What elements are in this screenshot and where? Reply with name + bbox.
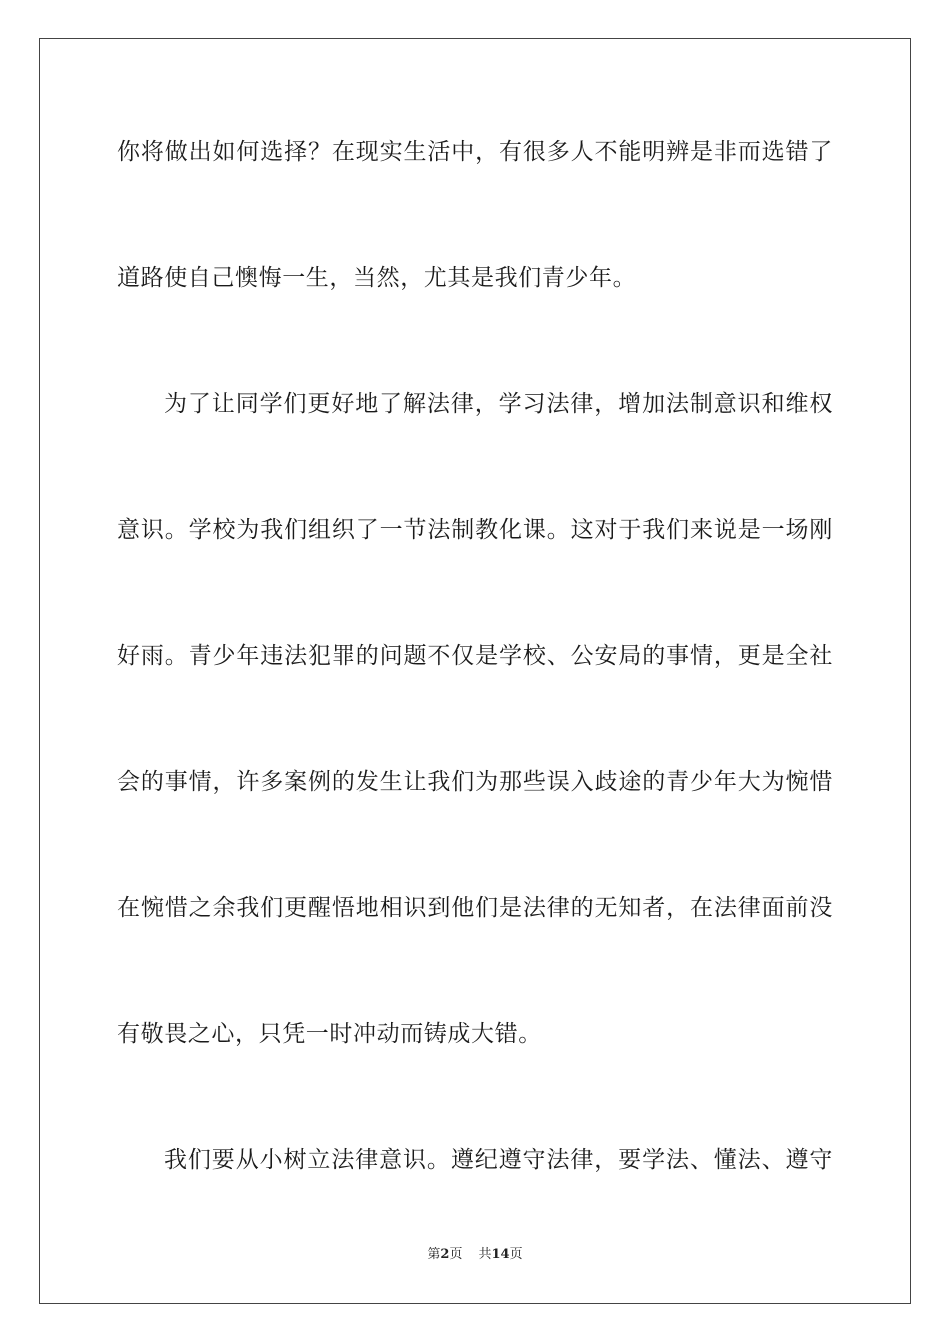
paragraph-line-8: 有敬畏之心，只凭一时冲动而铸成大错。: [117, 1021, 542, 1047]
footer-total-pages: 14: [491, 1247, 510, 1262]
page-border: [39, 38, 911, 1304]
footer-page-suffix: 页: [449, 1247, 463, 1262]
footer-page-number: 2: [440, 1247, 450, 1262]
footer-total-suffix: 页: [509, 1247, 523, 1262]
paragraph-line-4: 意识。学校为我们组织了一节法制教化课。这对于我们来说是一场刚: [117, 517, 833, 543]
paragraph-line-7: 在惋惜之余我们更醒悟地相识到他们是法律的无知者，在法律面前没: [117, 895, 833, 921]
paragraph-line-2: 道路使自己懊悔一生，当然，尤其是我们青少年。: [117, 265, 637, 291]
page-footer: [0, 1246, 950, 1264]
paragraph-line-6: 会的事情，许多案例的发生让我们为那些误入歧途的青少年大为惋惜: [117, 769, 833, 795]
paragraph-line-3: 为了让同学们更好地了解法律，学习法律，增加法制意识和维权: [164, 391, 833, 417]
paragraph-line-5: 好雨。青少年违法犯罪的问题不仅是学校、公安局的事情，更是全社: [117, 643, 833, 669]
paragraph-line-9: 我们要从小树立法律意识。遵纪遵守法律，要学法、懂法、遵守: [164, 1147, 833, 1173]
paragraph-line-1: 你将做出如何选择？在现实生活中，有很多人不能明辨是非而选错了: [117, 139, 833, 165]
footer-total-prefix: 共: [478, 1247, 492, 1262]
footer-page-prefix: 第: [427, 1247, 441, 1262]
